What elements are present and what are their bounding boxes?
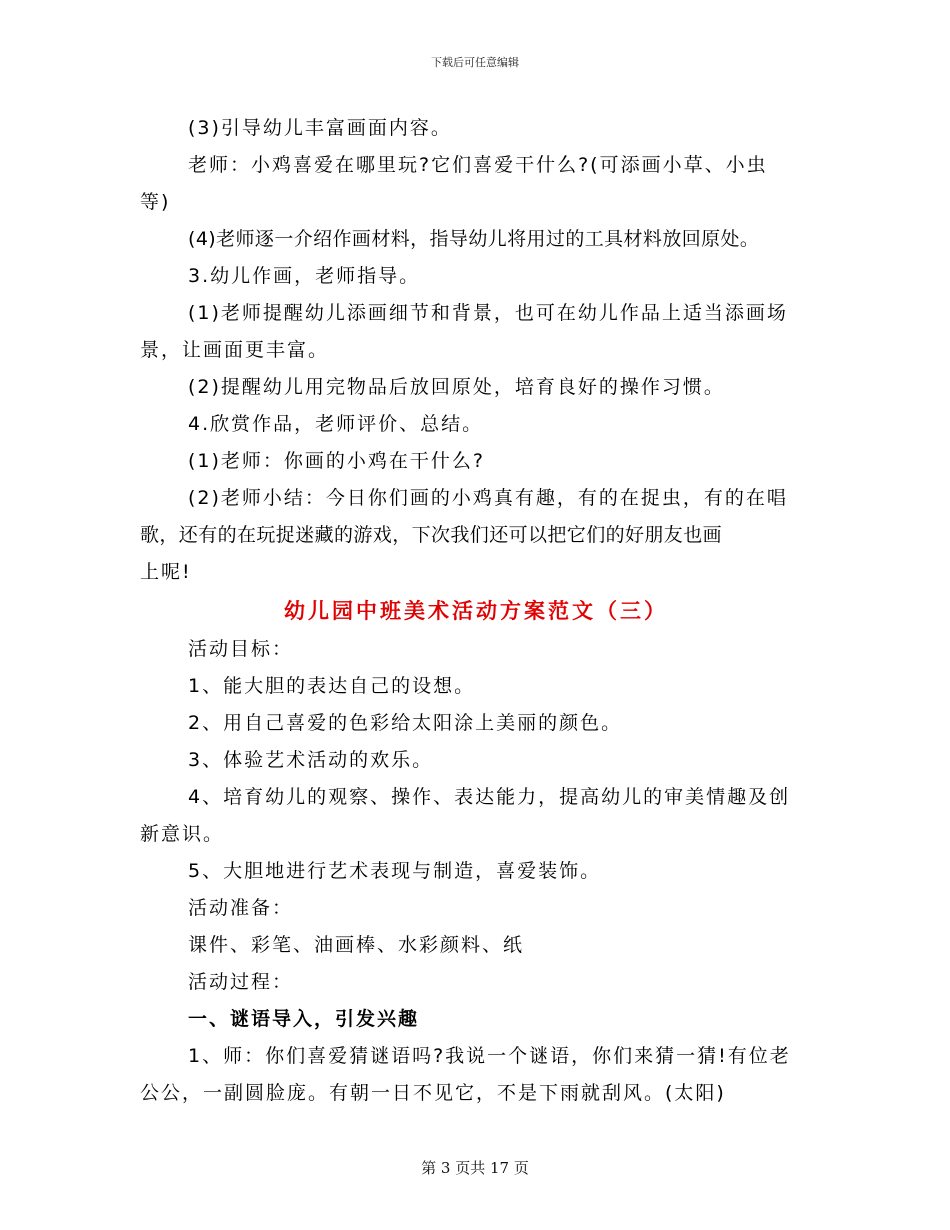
- page-header: 下载后可任意编辑: [431, 56, 519, 69]
- paragraph-line: 景，让画面更丰富。: [140, 339, 330, 361]
- paragraph-line: 活动目标：: [188, 638, 294, 660]
- paragraph-line: 老师：小鸡喜爱在哪里玩?它们喜爱干什么?(可添画小草、小虫: [188, 154, 768, 176]
- paragraph-line: (2)老师小结：今日你们画的小鸡真有趣，有的在捉虫，有的在唱: [188, 487, 788, 509]
- paragraph-line: 公公，一副圆脸庞。有朝一日不见它，不是下雨就刮风。(太阳): [140, 1082, 726, 1104]
- document-body: [140, 110, 812, 1112]
- paragraph-line: (4)老师逐一介绍作画材料，指导幼儿将用过的工具材料放回原处。: [188, 228, 760, 250]
- paragraph-line: (2)提醒幼儿用完物品后放回原处，培育良好的操作习惯。: [188, 376, 725, 398]
- paragraph-line: 课件、彩笔、油画棒、水彩颜料、纸: [188, 934, 525, 956]
- paragraph-line: 4、培育幼儿的观察、操作、表达能力，提高幼儿的审美情趣及创: [188, 786, 791, 808]
- page-footer: 第 3 页共 17 页: [421, 1159, 529, 1177]
- paragraph-line: 歌，还有的在玩捉迷藏的游戏，下次我们还可以把它们的好朋友也画: [140, 524, 723, 546]
- subheading: 一、谜语导入，引发兴趣: [188, 1008, 420, 1030]
- paragraph-line: 等): [140, 191, 171, 213]
- section-title: 幼儿园中班美术活动方案范文（三）: [284, 599, 668, 623]
- paragraph-line: (1)老师提醒幼儿添画细节和背景，也可在幼儿作品上适当添画场: [188, 302, 788, 324]
- paragraph-line: 4.欣赏作品，老师评价、总结。: [188, 413, 484, 435]
- paragraph-line: 新意识。: [140, 823, 225, 845]
- paragraph-line: 活动准备：: [188, 897, 294, 919]
- paragraph-line: 1、师：你们喜爱猜谜语吗?我说一个谜语，你们来猜一猜!有位老: [188, 1045, 791, 1067]
- paragraph-line: 上呢!: [140, 561, 192, 583]
- paragraph-line: (1)老师：你画的小鸡在干什么?: [188, 450, 485, 472]
- paragraph-line: 活动过程：: [188, 971, 294, 993]
- paragraph-line: 3.幼儿作画，老师指导。: [188, 265, 421, 287]
- paragraph-line: 5、大胆地进行艺术表现与制造，喜爱装饰。: [188, 860, 602, 882]
- paragraph-line: 3、体验艺术活动的欢乐。: [188, 749, 434, 771]
- paragraph-line: 1、能大胆的表达自己的设想。: [188, 675, 476, 697]
- paragraph-line: (3)引导幼儿丰富画面内容。: [188, 117, 452, 139]
- paragraph-line: 2、用自己喜爱的色彩给太阳涂上美丽的颜色。: [188, 712, 623, 734]
